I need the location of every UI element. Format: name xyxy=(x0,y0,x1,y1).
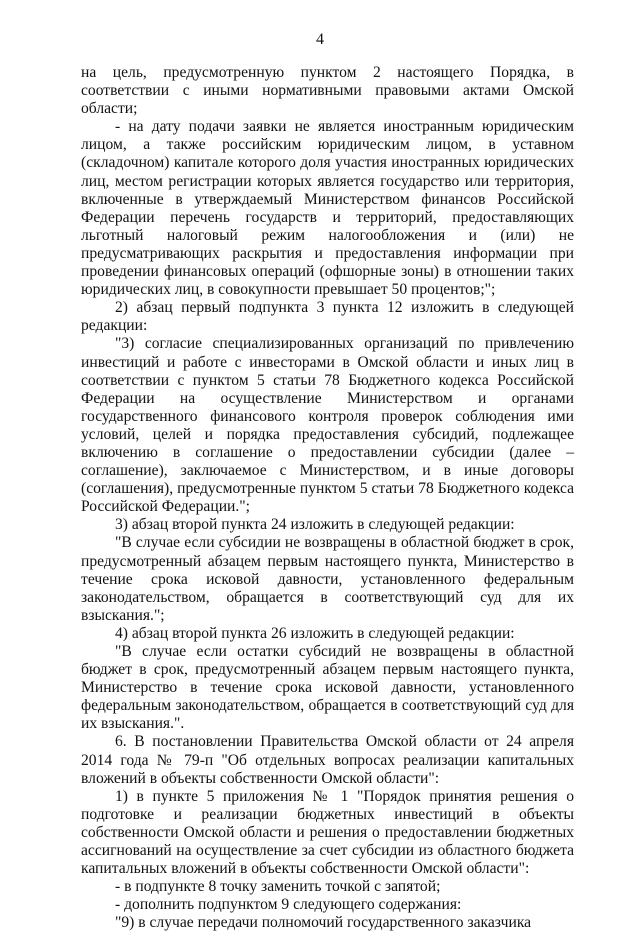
paragraph: на цель, предусмотренную пунктом 2 настоящего Порядка, в соответствии с иными нормативными правовыми актами Омской области; xyxy=(81,64,574,118)
paragraph: "3) согласие специализированных организаций по привлечению инвестиций и работе с инвесторами в Омской области и иных лиц в соответствии с пунктом 5 статьи 78 Бюджетного кодекса Российской Федерации на осуществление Министерством и органами государственного финансового контроля проверок соблюдения ими условий, целей и порядка предоставления субсидий, подлежащее включению в соглашение о предоставлении субсидии (далее – соглашение), заключаемое с Министерством, и в иные договоры (соглашения), предусмотренные пунктом 5 статьи 78 Бюджетного кодекса Российской Федерации."; xyxy=(81,335,574,516)
paragraph: "В случае если субсидии не возвращены в областной бюджет в срок, предусмотренный абзацем первым настоящего пункта, Министерство в течение срока исковой давности, установленного федеральным законодательством, обращается в соответствующий суд для их взыскания."; xyxy=(81,534,574,624)
paragraph: 2) абзац первый подпункта 3 пункта 12 изложить в следующей редакции: xyxy=(81,299,574,335)
page-number: 4 xyxy=(316,31,324,48)
paragraph: 6. В постановлении Правительства Омской области от 24 апреля 2014 года № 79-п "Об отдельных вопросах реализации капитальных вложений в объекты собственности Омской области": xyxy=(81,733,574,787)
paragraph: - дополнить подпунктом 9 следующего содержания: xyxy=(115,896,462,914)
paragraph: "9) в случае передачи полномочий государственного заказчика xyxy=(115,914,532,932)
document-body xyxy=(81,64,574,933)
paragraph: - в подпункте 8 точку заменить точкой с запятой; xyxy=(115,878,441,896)
paragraph: - на дату подачи заявки не является иностранным юридическим лицом, а также российским юридическим лицом, в уставном (складочном) капитале которого доля участия иностранных юридических лиц, местом регистрации которых является государство или территория, включенные в утверждаемый Министерством финансов Российской Федерации перечень государств и территорий, предоставляющих льготный налоговый режим налогообложения и (или) не предусматривающих раскрытия и предоставления информации при проведении финансовых операций (офшорные зоны) в отношении таких юридических лиц, в совокупности превышает 50 процентов;"; xyxy=(81,118,574,299)
paragraph: 4) абзац второй пункта 26 изложить в следующей редакции: xyxy=(115,624,515,642)
paragraph: "В случае если остатки субсидий не возвращены в областной бюджет в срок, предусмотренный абзацем первым настоящего пункта, Министерство в течение срока исковой давности, установленного федеральным законодательством, обращается в соответствующий суд для их взыскания.". xyxy=(81,643,574,733)
paragraph: 3) абзац второй пункта 24 изложить в следующей редакции: xyxy=(115,516,515,534)
paragraph: 1) в пункте 5 приложения № 1 "Порядок принятия решения о подготовке и реализации бюджетных инвестиций в объекты собственности Омской области и решения о предоставлении бюджетных ассигнований на осуществление за счет субсидии из областного бюджета капитальных вложений в объекты собственности Омской области": xyxy=(81,787,574,878)
